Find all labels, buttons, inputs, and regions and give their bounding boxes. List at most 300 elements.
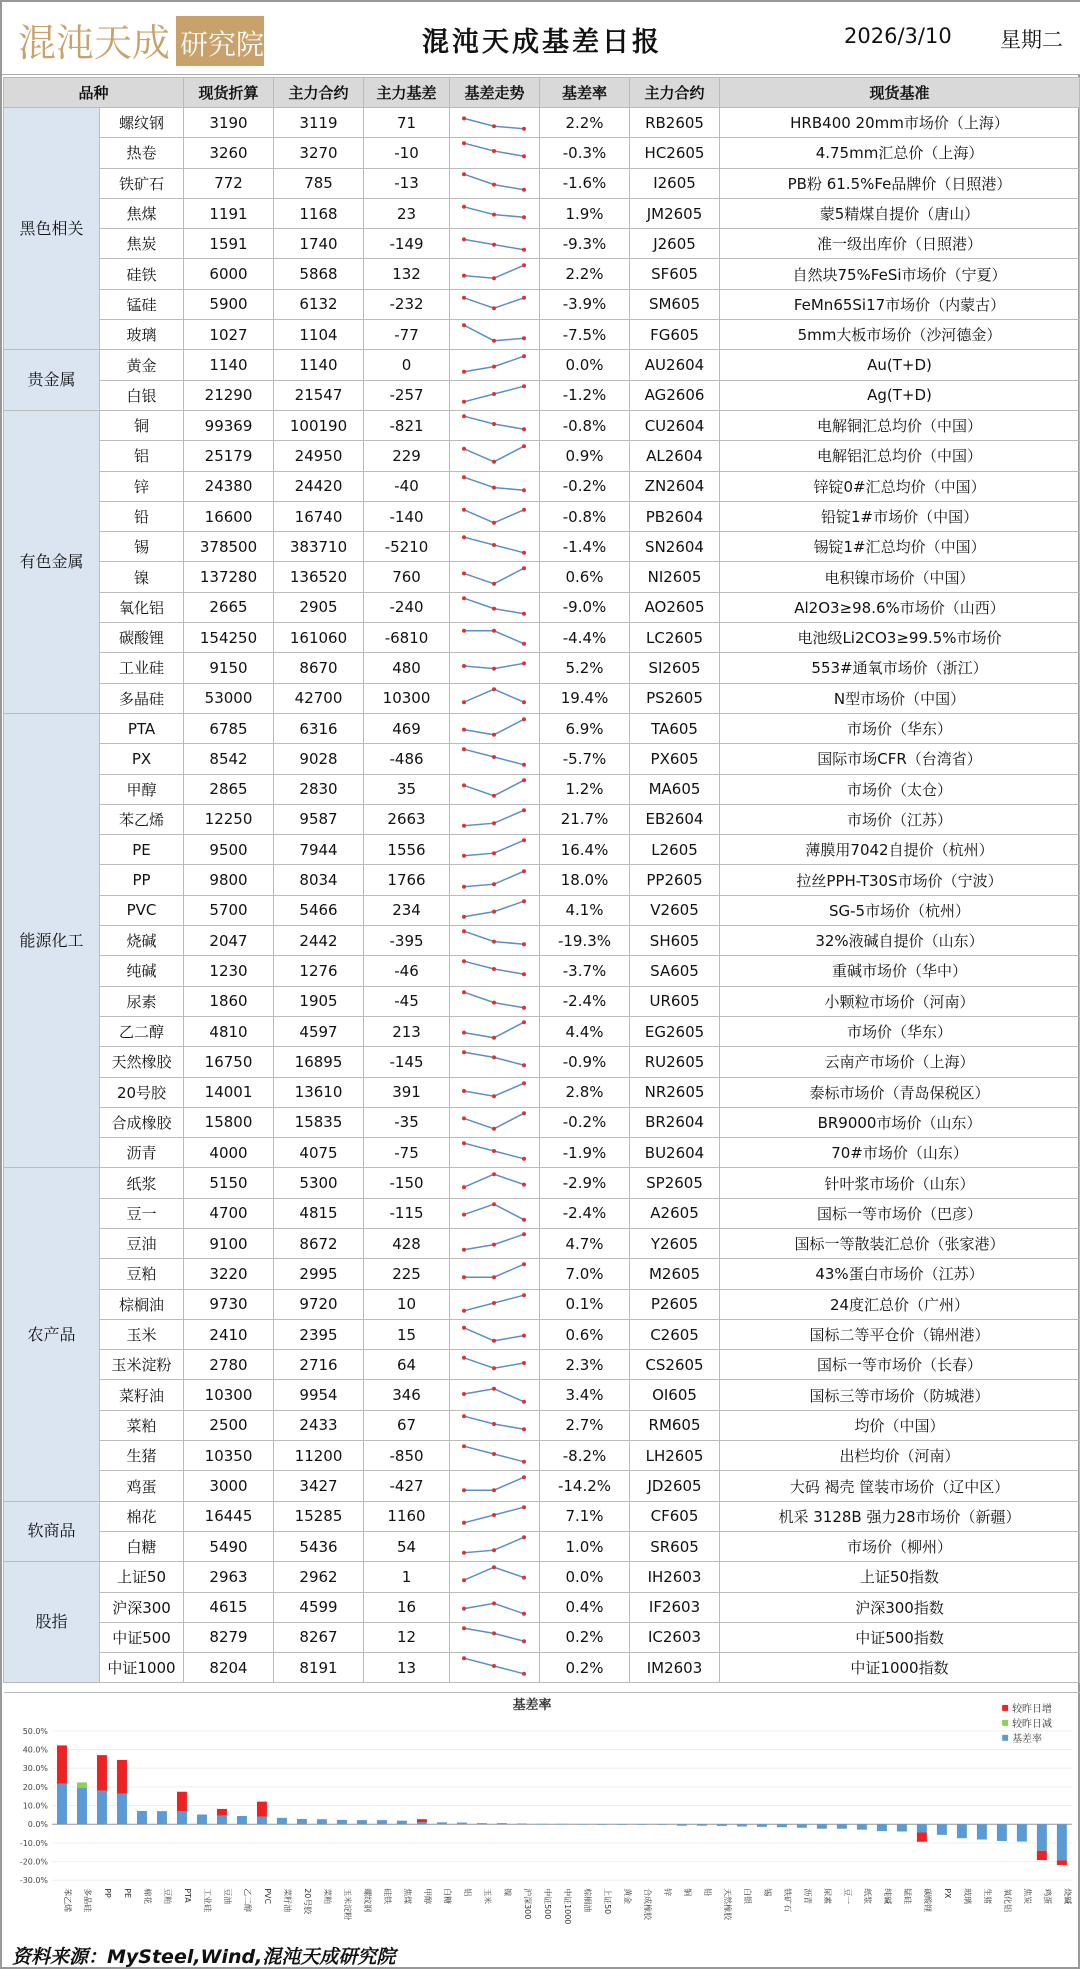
trend-point [492,1149,496,1153]
contract-code: BR2604 [630,1107,720,1137]
contract-code: AG2606 [630,380,720,410]
spot-benchmark: 针叶浆市场价（山东） [720,1168,1080,1198]
variety-name: 烧碱 [100,926,184,956]
trend-sparkline [450,1077,540,1107]
basis-value: 1 [364,1562,450,1592]
trend-point [522,384,526,388]
trend-line [464,719,524,735]
table-row [4,1319,1080,1349]
trend-point [462,1521,466,1525]
trend-point [462,915,466,919]
future-price: 2995 [274,1259,364,1289]
variety-name: 工业硅 [100,653,184,683]
future-price: 2830 [274,774,364,804]
trend-point [492,687,496,691]
variety-name: 中证1000 [100,1653,184,1683]
basis-value: -395 [364,926,450,956]
report-title: 混沌天成基差日报 [422,27,662,58]
spot-benchmark: PB粉 61.5%Fe品牌价（日照港） [720,168,1080,198]
trend-sparkline [450,1259,540,1289]
trend-point [462,1212,466,1216]
spot-benchmark: SG-5市场价（杭州） [720,895,1080,925]
trend-point [522,1361,526,1365]
table-row [4,1259,1080,1289]
table-row [4,986,1080,1016]
trend-line [464,992,524,1008]
trend-line [464,901,524,917]
trend-point [492,1601,496,1605]
trend-point [492,243,496,247]
basis-rate: 1.9% [540,198,630,228]
trend-line [464,568,524,584]
trend-point [522,566,526,570]
trend-sparkline [450,532,540,562]
table-row [4,1047,1080,1077]
trend-sparkline [450,835,540,865]
category-label: 玻璃 [962,1888,972,1905]
future-price: 3427 [274,1471,364,1501]
rate-bar [417,1822,427,1824]
basis-value: -45 [364,986,450,1016]
variety-name: 玻璃 [100,320,184,350]
table-row [4,471,1080,501]
basis-rate: -0.2% [540,471,630,501]
category-label: 天然橡胶 [722,1888,732,1921]
col-header-future: 主力合约 [274,78,364,108]
trend-point [522,336,526,340]
future-price: 8267 [274,1622,364,1652]
spot-benchmark: 电积镍市场价（中国） [720,562,1080,592]
trend-sparkline [450,198,540,228]
spot-benchmark: Au(T+D) [720,350,1080,380]
trend-point [522,1232,526,1236]
rate-bar [217,1815,227,1824]
variety-name: 热卷 [100,138,184,168]
table-row [4,441,1080,471]
contract-code: Y2605 [630,1228,720,1258]
basis-value: 213 [364,1016,450,1046]
spot-benchmark: 市场价（江苏） [720,804,1080,834]
trend-point [492,1094,496,1098]
trend-point [462,629,466,633]
trend-line [464,325,524,341]
contract-code: CU2604 [630,410,720,440]
trend-point [492,1367,496,1371]
trend-point [462,960,466,964]
contract-code: CF605 [630,1501,720,1531]
trend-point [462,296,466,300]
trend-point [522,1006,526,1010]
trend-point [492,629,496,633]
spot-benchmark: 43%蛋白市场价（江苏） [720,1259,1080,1289]
spot-price: 9500 [184,835,274,865]
trend-point [522,248,526,252]
spot-price: 5900 [184,289,274,319]
trend-sparkline [450,380,540,410]
svg-text:研究院: 研究院 [180,28,265,61]
rate-bar [157,1811,167,1824]
trend-point [492,733,496,737]
category-label: PP [102,1888,112,1898]
contract-code: TA605 [630,713,720,743]
y-tick-label: -10.0% [19,1838,48,1848]
trend-point [462,1392,466,1396]
spot-price: 53000 [184,683,274,713]
basis-value: 54 [364,1531,450,1561]
future-price: 785 [274,168,364,198]
future-price: 2433 [274,1410,364,1440]
trend-point [462,929,466,933]
trend-line [464,1113,524,1129]
spot-price: 9800 [184,865,274,895]
increase-bar [217,1809,227,1816]
variety-name: 合成橡胶 [100,1107,184,1137]
variety-name: 白银 [100,380,184,410]
future-price: 4815 [274,1198,364,1228]
table-row [4,1562,1080,1592]
trend-point [462,508,466,512]
basis-value: -821 [364,410,450,440]
spot-benchmark: 国标二等平仓价（锦州港） [720,1319,1080,1349]
trend-point [522,1081,526,1085]
table-row [4,1592,1080,1622]
rate-bar [317,1819,327,1824]
trend-sparkline [450,1471,540,1501]
spot-benchmark: 锌锭0#汇总均价（中国） [720,471,1080,501]
trend-point [522,1020,526,1024]
basis-rate: -0.9% [540,1047,630,1077]
table-row [4,865,1080,895]
variety-name: PP [100,865,184,895]
variety-name: 硅铁 [100,259,184,289]
trend-point [462,1031,466,1035]
rate-bar [337,1820,347,1824]
rate-bar [277,1818,287,1824]
future-price: 2395 [274,1319,364,1349]
spot-price: 6000 [184,259,274,289]
trend-point [492,1488,496,1492]
trend-sparkline [450,259,540,289]
spot-price: 5150 [184,1168,274,1198]
contract-code: SA605 [630,956,720,986]
trend-point [492,1036,496,1040]
rate-bar [1017,1824,1027,1841]
col-header-rate: 基差率 [540,78,630,108]
trend-point [492,1172,496,1176]
spot-price: 16750 [184,1047,274,1077]
trend-sparkline [450,471,540,501]
group-label: 股指 [4,1562,100,1683]
basis-rate: 5.2% [540,653,630,683]
category-label: 玉米 [482,1888,492,1905]
trend-sparkline [450,350,540,380]
spot-benchmark: 沪深300指数 [720,1592,1080,1622]
trend-line [464,780,524,796]
spot-benchmark: 中证500指数 [720,1622,1080,1652]
trend-line [464,174,524,190]
contract-code: SR605 [630,1531,720,1561]
basis-rate: -1.2% [540,380,630,410]
table-row [4,320,1080,350]
trend-sparkline [450,592,540,622]
basis-rate-chart [4,1692,1080,1942]
trend-point [522,1263,526,1267]
trend-point [522,778,526,782]
col-header-basis: 主力基差 [364,78,450,108]
trend-point [462,1488,466,1492]
contract-code: JD2605 [630,1471,720,1501]
variety-name: 铁矿石 [100,168,184,198]
trend-point [462,323,466,327]
basis-value: 1556 [364,835,450,865]
legend-swatch [1002,1720,1008,1726]
basis-rate: 0.9% [540,441,630,471]
future-price: 4599 [274,1592,364,1622]
category-label: 焦炭 [1022,1888,1032,1905]
trend-point [522,551,526,555]
trend-point [492,1243,496,1247]
category-label: 豆油 [222,1888,232,1905]
trend-sparkline [450,804,540,834]
spot-benchmark: 70#市场价（山东） [720,1138,1080,1168]
spot-price: 3000 [184,1471,274,1501]
rate-bar [117,1794,127,1825]
basis-rate: -2.9% [540,1168,630,1198]
future-price: 9028 [274,744,364,774]
variety-name: 菜籽油 [100,1380,184,1410]
basis-rate: -8.2% [540,1441,630,1471]
basis-value: -13 [364,168,450,198]
table-row [4,1471,1080,1501]
spot-benchmark: 市场价（柳州） [720,1531,1080,1561]
variety-name: 铝 [100,441,184,471]
basis-value: -149 [364,229,450,259]
variety-name: 螺纹钢 [100,108,184,138]
variety-name: 甲醇 [100,774,184,804]
variety-name: 碳酸锂 [100,623,184,653]
category-label: PVC [262,1888,272,1905]
trend-point [492,1631,496,1635]
spot-price: 10300 [184,1380,274,1410]
contract-code: MA605 [630,774,720,804]
future-price: 6132 [274,289,364,319]
basis-table [3,77,1080,1683]
trend-point [462,884,466,888]
table-row [4,1198,1080,1228]
spot-benchmark: 重碱市场价（华中） [720,956,1080,986]
basis-value: -35 [364,1107,450,1137]
category-label: 锌 [662,1888,672,1897]
variety-name: 焦煤 [100,198,184,228]
trend-sparkline [450,653,540,683]
table-row [4,683,1080,713]
increase-bar [257,1802,267,1817]
spot-price: 10350 [184,1441,274,1471]
spot-price: 21290 [184,380,274,410]
spot-price: 12250 [184,804,274,834]
category-label: 硅铁 [382,1888,392,1905]
basis-value: 480 [364,653,450,683]
trend-point [522,642,526,646]
basis-value: -10 [364,138,450,168]
trend-line [464,1022,524,1038]
trend-sparkline [450,501,540,531]
trend-point [492,909,496,913]
contract-code: CS2605 [630,1350,720,1380]
spot-benchmark: 锡锭1#汇总均价（中国） [720,532,1080,562]
spot-price: 16445 [184,1501,274,1531]
trend-sparkline [450,713,540,743]
category-label: 沥青 [802,1888,812,1905]
variety-name: 棉花 [100,1501,184,1531]
basis-value: 1766 [364,865,450,895]
basis-rate: -14.2% [540,1471,630,1501]
trend-point [462,1414,466,1418]
future-price: 8034 [274,865,364,895]
spot-benchmark: Al2O3≥98.6%市场价（山西） [720,592,1080,622]
category-label: 烧碱 [1062,1888,1072,1905]
spot-price: 4000 [184,1138,274,1168]
table-row [4,259,1080,289]
basis-rate: 4.1% [540,895,630,925]
basis-value: 12 [364,1622,450,1652]
spot-benchmark: 均价（中国） [720,1410,1080,1440]
variety-name: 豆一 [100,1198,184,1228]
trend-sparkline [450,289,540,319]
spot-benchmark: 电解铝汇总均价（中国） [720,441,1080,471]
spot-price: 24380 [184,471,274,501]
variety-name: 沥青 [100,1138,184,1168]
spot-benchmark: 电池级Li2CO3≥99.5%市场价 [720,623,1080,653]
rate-bar [977,1824,987,1839]
table-row [4,1531,1080,1561]
trend-point [492,521,496,525]
basis-rate: 0.4% [540,1592,630,1622]
trend-point [462,369,466,373]
y-tick-label: 30.0% [22,1764,48,1774]
category-label: 镍 [502,1888,512,1897]
spot-benchmark: 5mm大板市场价（沙河德金） [720,320,1080,350]
future-price: 1905 [274,986,364,1016]
basis-value: 229 [364,441,450,471]
rate-bar [57,1784,67,1825]
trend-point [462,1326,466,1330]
contract-code: JM2605 [630,198,720,228]
variety-name: 菜粕 [100,1410,184,1440]
category-label: PTA [182,1888,192,1903]
trend-point [492,967,496,971]
spot-price: 772 [184,168,274,198]
spot-price: 2047 [184,926,274,956]
basis-rate: -2.4% [540,1198,630,1228]
category-label: 20号胶 [302,1888,312,1915]
spot-benchmark: 市场价（太仓） [720,774,1080,804]
trend-point [522,1182,526,1186]
group-label: 有色金属 [4,410,100,713]
basis-value: 10300 [364,683,450,713]
table-row [4,1350,1080,1380]
spot-benchmark: 薄膜用7042自提价（杭州） [720,835,1080,865]
category-label: 棉花 [142,1888,152,1905]
variety-name: 锰硅 [100,289,184,319]
spot-price: 15800 [184,1107,274,1137]
trend-point [492,1664,496,1668]
trend-point [492,1422,496,1426]
trend-sparkline [450,623,540,653]
group-label: 贵金属 [4,350,100,411]
variety-name: 沪深300 [100,1592,184,1622]
table-row [4,1289,1080,1319]
future-price: 161060 [274,623,364,653]
trend-point [522,942,526,946]
rate-bar [837,1824,847,1828]
trend-sparkline [450,956,540,986]
contract-code: M2605 [630,1259,720,1289]
variety-name: 氧化铝 [100,592,184,622]
table-row [4,229,1080,259]
svg-text:混沌天成: 混沌天成 [18,21,171,65]
spot-benchmark: 32%液碱自提价（山东） [720,926,1080,956]
spot-benchmark: BR9000市场价（山东） [720,1107,1080,1137]
category-label: 棕榈油 [582,1888,592,1913]
report-header [2,2,1080,75]
rate-bar [77,1788,87,1824]
future-price: 15835 [274,1107,364,1137]
category-label: 纯碱 [882,1888,892,1905]
contract-code: IC2603 [630,1622,720,1652]
category-label: 工业硅 [202,1888,212,1913]
basis-rate: 7.1% [540,1501,630,1531]
basis-rate: 0.2% [540,1622,630,1652]
basis-rate: 2.8% [540,1077,630,1107]
trend-point [462,535,466,539]
variety-name: 乙二醇 [100,1016,184,1046]
basis-rate: -0.8% [540,410,630,440]
future-price: 8670 [274,653,364,683]
table-row [4,1107,1080,1137]
spot-price: 1027 [184,320,274,350]
basis-value: -75 [364,1138,450,1168]
trend-point [492,364,496,368]
trend-point [462,1185,466,1189]
rate-bar [137,1811,147,1824]
basis-value: -77 [364,320,450,350]
table-row [4,1138,1080,1168]
trend-sparkline [450,168,540,198]
basis-rate: -3.7% [540,956,630,986]
trend-point [492,1452,496,1456]
table-row [4,501,1080,531]
basis-value: 0 [364,350,450,380]
trend-point [462,172,466,176]
trend-sparkline [450,1107,540,1137]
category-label: 沪深300 [522,1888,532,1920]
increase-bar [177,1792,187,1812]
basis-rate: -5.7% [540,744,630,774]
table-row [4,410,1080,440]
future-price: 42700 [274,683,364,713]
category-label: 多晶硅 [82,1888,92,1913]
contract-code: EG2605 [630,1016,720,1046]
spot-price: 1591 [184,229,274,259]
trend-point [492,124,496,128]
rate-bar [817,1824,827,1828]
category-label: 豆粕 [162,1888,172,1905]
future-price: 15285 [274,1501,364,1531]
basis-rate: 2.3% [540,1350,630,1380]
contract-code: SP2605 [630,1168,720,1198]
trend-point [522,215,526,219]
